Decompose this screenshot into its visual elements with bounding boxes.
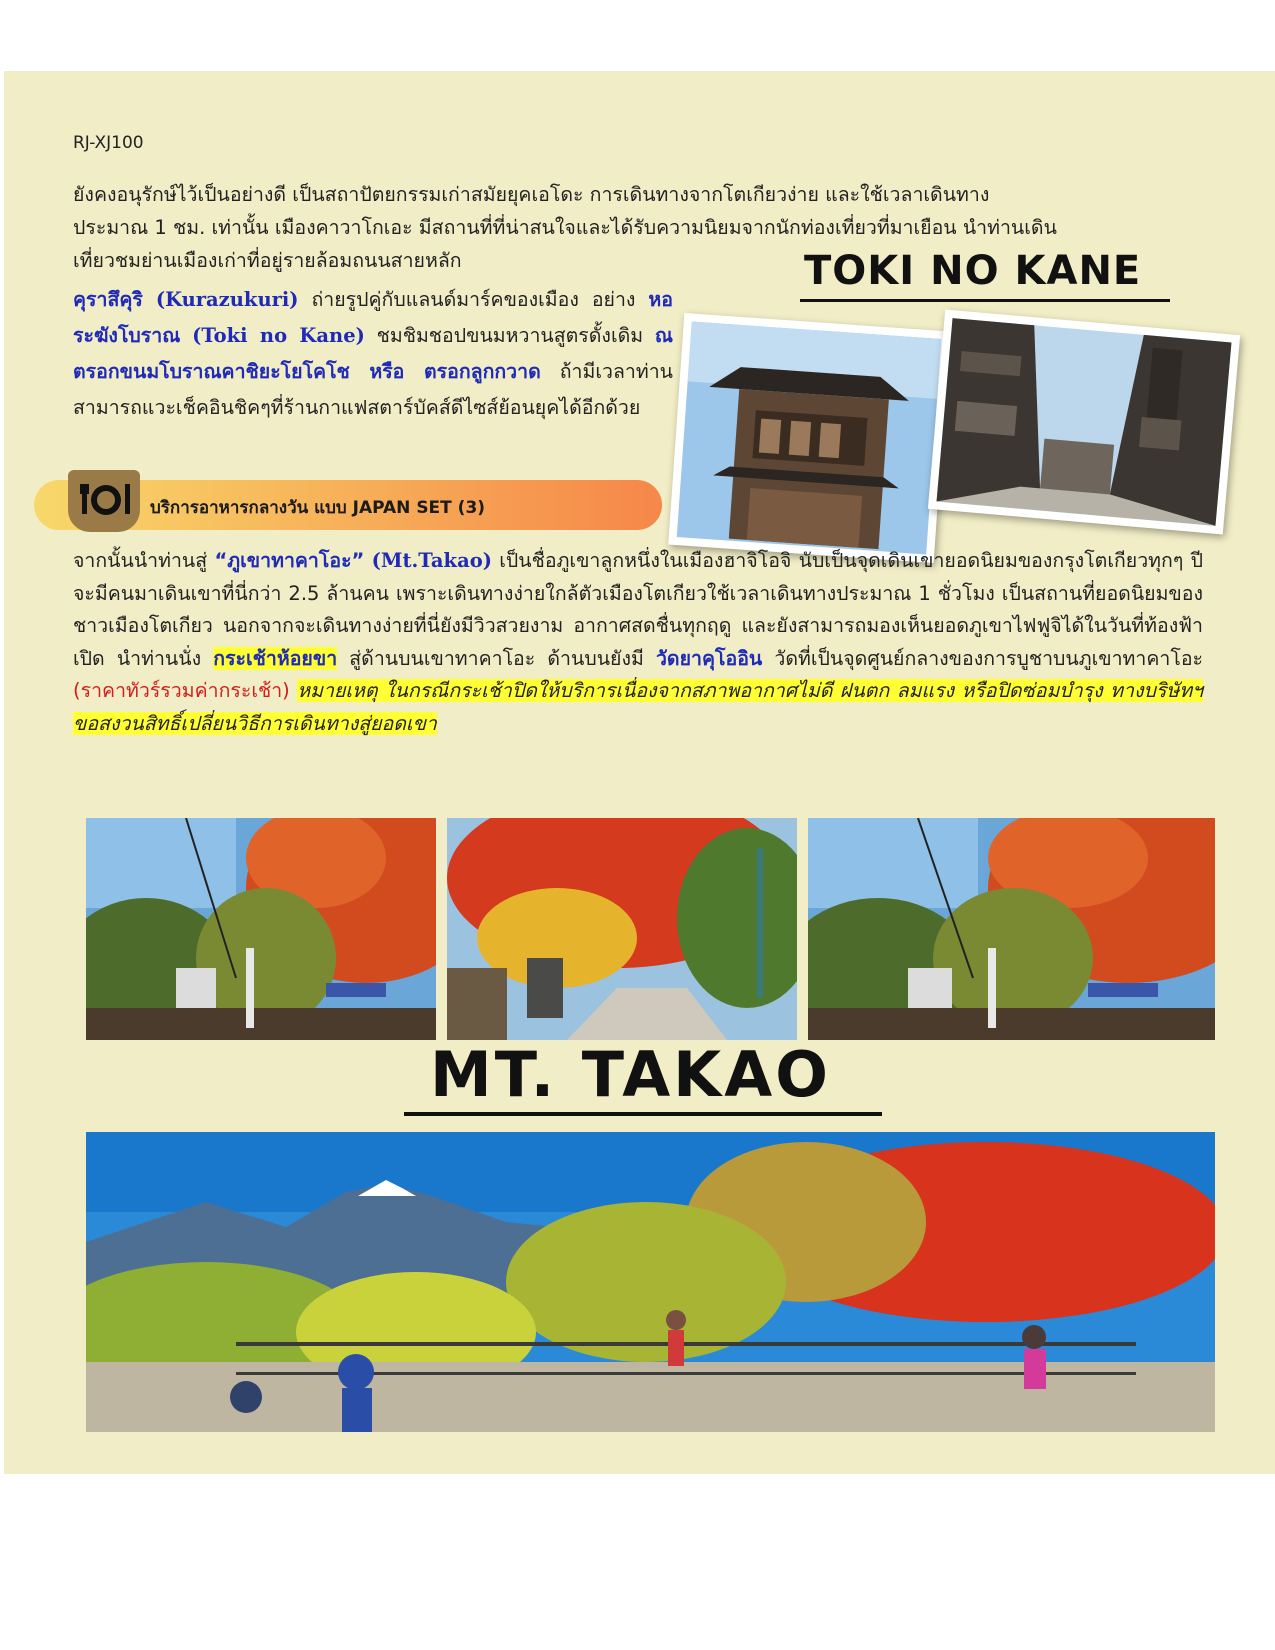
- toki-english: (Toki no Kane): [192, 324, 365, 347]
- toki-no-kane-heading: TOKI NO KANE: [804, 248, 1142, 294]
- cable-chair: กระเช้าห้อยขา: [213, 646, 338, 670]
- remark-note: หมายเหตุ ในกรณีกระเช้าปิดให้บริการเนื่องจากสภาพอากาศไม่ดี ฝนตก ลมแรง หรือปิดซ่อมบำรุง ทางบริษัทฯ ขอสงวนสิทธิ์เปลี่ยนวิธีการเดินทางสู่ยอดเขา: [73, 679, 1203, 735]
- price-note: (ราคาทัวร์รวมค่ากระเช้า): [73, 679, 290, 702]
- toki-thai: หอระฆังโบราณ: [73, 288, 673, 347]
- intro-line-3: เที่ยวชมย่านเมืองเก่าที่อยู่รายล้อมถนนสายหลัก: [73, 249, 462, 272]
- takao-paragraph: [73, 545, 1203, 740]
- takao-heading-underline: [404, 1112, 882, 1116]
- chairlift-photo-left: [86, 818, 436, 1040]
- bell-tower-photo: [668, 313, 950, 563]
- takao-text-1: จากนั้นนำท่านสู่: [73, 549, 215, 572]
- takao-text-2: เป็นชื่อภูเขาลูกหนึ่งในเมืองฮาจิโอจิ นับเป็นจุดเดินเขายอดนิยมของกรุงโตเกียวทุกๆ ปีจะมีคนมาเดินเขาที่นี่กว่า 2.5 ล้านคน เพราะเดินทางง่ายใกล้ตัวเมืองโตเกียวใช้เวลาเดินทางประมาณ 1 ชั่วโมง เป็นสถานที่ยอดนิยมของชาวเมืองโตเกียว นอกจากจะเดินทางง่ายที่นี่ยังมีวิวสวยงาม อากาศสดชื่นทุกฤดู และยังสามารถมองเห็นยอดภูเขาไฟฟูจิได้ในวันที่ท้องฟ้าเปิด นำท่านนั่ง: [73, 549, 1203, 670]
- intro-line-1: ยังคงอนุรักษ์ไว้เป็นอย่างดี เป็นสถาปัตยกรรมเก่าสมัยยุคเอโดะ การเดินทางจากโตเกียวง่าย และใช้เวลาเดินทาง: [73, 183, 990, 206]
- fuji-panorama-photo: [86, 1132, 1215, 1432]
- takao-name-english: (Mt.Takao): [371, 549, 492, 572]
- kurazukuri-english: (Kurazukuri): [155, 288, 299, 311]
- kurazukuri-thai: คุราสึคุริ: [73, 288, 143, 311]
- takao-text-4: วัดที่เป็นจุดศูนย์กลางของการบูชาบนภูเขาทาคาโอะ: [762, 646, 1204, 670]
- intro-line-2: ประมาณ 1 ชม. เท่านั้น เมืองคาวาโกเอะ มีสถานที่ที่น่าสนใจและได้รับความนิยมจากนักท่องเที่ยวที่มาเยือน นำท่านเดิน: [73, 216, 1057, 239]
- mt-takao-heading: MT. TAKAO: [430, 1038, 831, 1111]
- temple-path-photo: [447, 818, 797, 1040]
- kawagoe-text-2: ชมชิมชอปขนมหวานสูตรดั้งเดิม: [364, 324, 655, 347]
- meal-icon: [68, 470, 140, 532]
- takao-text-3: สู่ด้านบนเขาทาคาโอะ ด้านบนยังมี: [337, 646, 656, 670]
- takao-name-thai: “ภูเขาทาคาโอะ”: [214, 549, 365, 572]
- kawagoe-paragraph: [73, 282, 673, 426]
- candy-alley: ณ ตรอกขนมโบราณคาชิยะโยโคโช หรือ ตรอกลูกกวาด: [73, 324, 673, 383]
- tour-code: RJ-XJ100: [73, 133, 144, 153]
- lunch-label: บริการอาหารกลางวัน แบบ JAPAN SET (3): [150, 498, 486, 518]
- kawagoe-text-3: ถ้ามีเวลาท่านสามารถแวะเช็คอินชิคๆที่ร้านกาแฟสตาร์บัคส์ดีไซส์ย้อนยุคได้อีกด้วย: [73, 360, 673, 419]
- toki-heading-underline: [800, 299, 1170, 302]
- yakuoin-temple: วัดยาคุโออิน: [655, 646, 763, 670]
- kawagoe-text-1: ถ่ายรูปคู่กับแลนด์มาร์คของเมือง อย่าง: [298, 288, 649, 311]
- old-street-photo: [928, 309, 1240, 534]
- chairlift-photo-right: [808, 818, 1215, 1040]
